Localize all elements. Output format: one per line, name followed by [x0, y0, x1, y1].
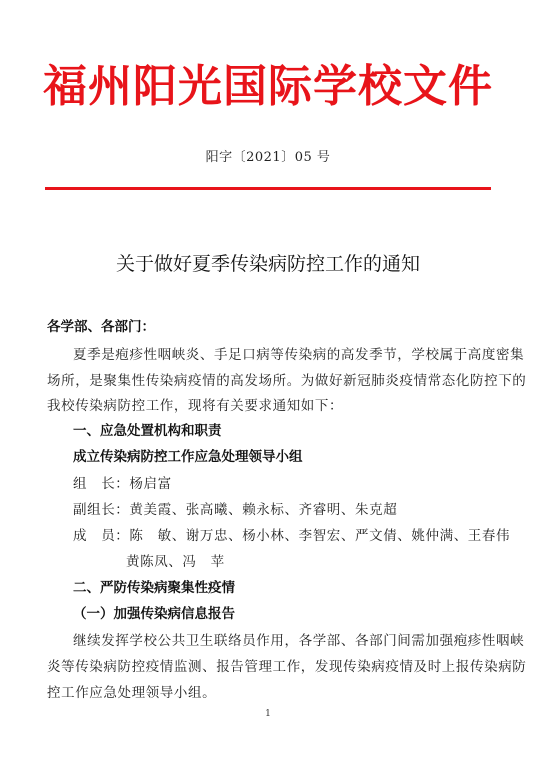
section-heading-1: 一、应急处置机构和职责 [73, 423, 222, 439]
section2-line: 炎等传染病防控疫情监测、报告管理工作，发现传染病疫情及时上报传染病防 [47, 659, 527, 675]
header-divider [45, 187, 491, 190]
salutation: 各学部、各部门： [47, 319, 155, 335]
document-number: 阳字〔2021〕05 号 [205, 150, 331, 165]
section-subheading-1: 成立传染病防控工作应急处理领导小组 [73, 449, 303, 465]
section-subheading-2: （一）加强传染病信息报告 [73, 606, 235, 622]
intro-line: 场所，是聚集性传染病疫情的高发场所。为做好新冠肺炎疫情常态化防控下的 [47, 373, 527, 389]
team-members: 成 员：陈 敏、谢万忠、杨小林、李智宏、严文倩、姚仲满、王春伟 [73, 528, 511, 544]
document-header-title: 福州阳光国际学校文件 [43, 61, 493, 112]
team-deputies: 副组长：黄美霞、张高曦、赖永标、齐睿明、朱克超 [73, 502, 398, 518]
page-number: 1 [265, 709, 271, 719]
team-leader: 组 长：杨启富 [73, 476, 172, 492]
section-heading-2: 二、严防传染病聚集性疫情 [73, 580, 235, 596]
intro-line: 夏季是疱疹性咽峡炎、手足口病等传染病的高发季节，学校属于高度密集 [73, 347, 525, 363]
team-members-continued: 黄陈凤、冯 苹 [126, 554, 225, 570]
notice-title: 关于做好夏季传染病防控工作的通知 [115, 253, 420, 275]
intro-line: 我校传染病防控工作，现将有关要求通知如下： [47, 398, 344, 414]
section2-line: 控工作应急处理领导小组。 [47, 685, 217, 701]
section2-line: 继续发挥学校公共卫生联络员作用，各学部、各部门间需加强疱疹性咽峡 [73, 633, 525, 649]
